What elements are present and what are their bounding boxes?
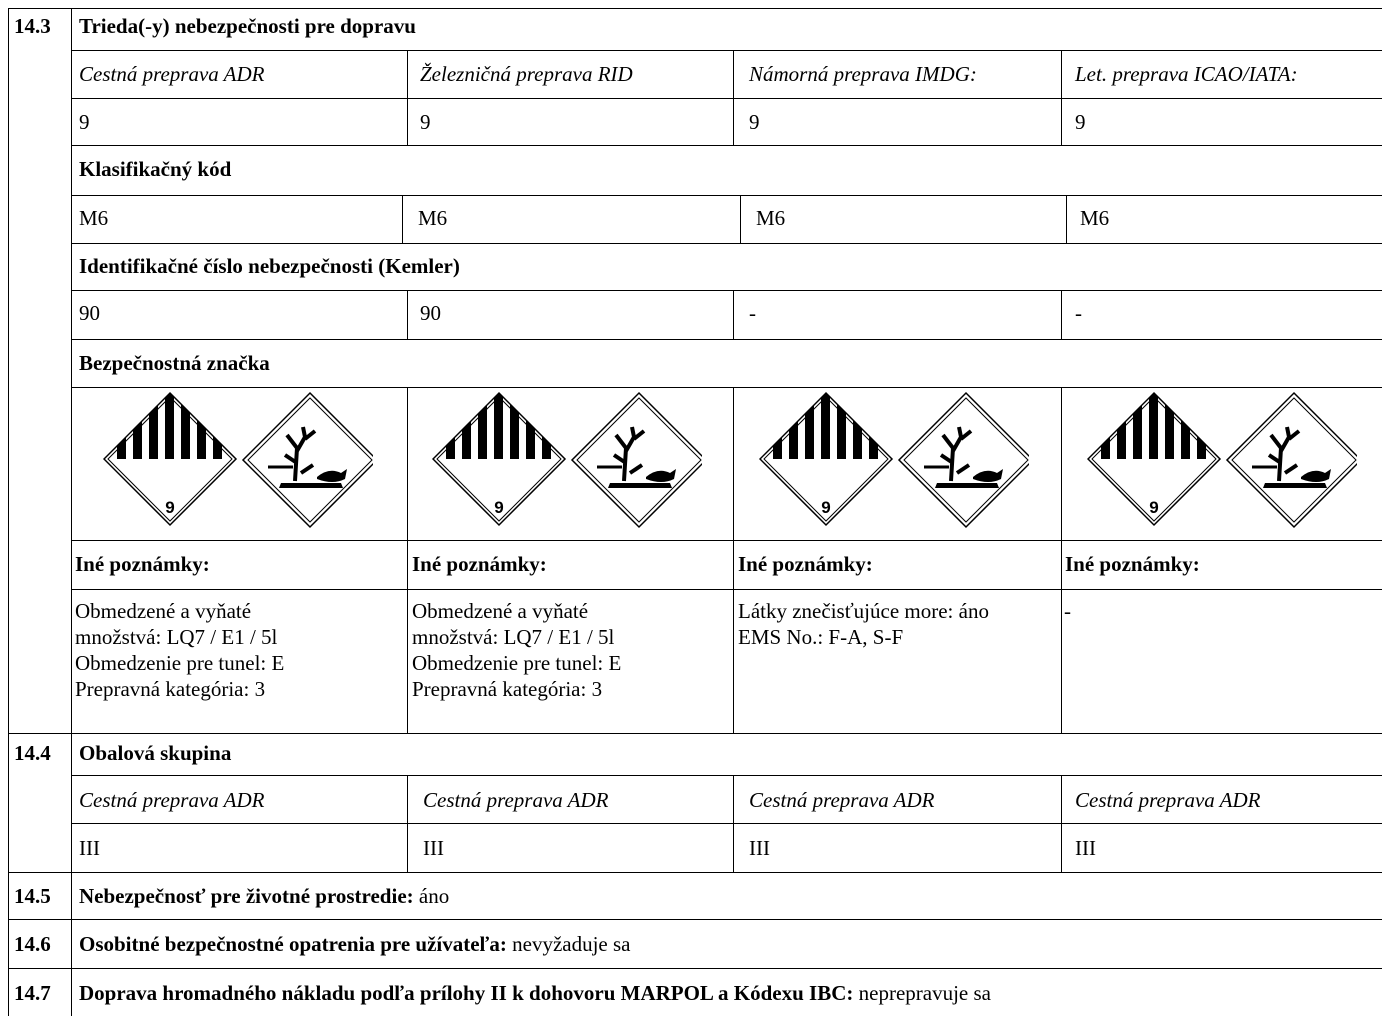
svg-text:9: 9 [1149,498,1159,517]
kemler-rid: 90 [420,301,441,325]
environmental-hazard-icon [572,393,702,527]
notes-adr: Obmedzené a vyňaté množstvá: LQ7 / E1 / 5l Obmedzenie pre tunel: E Prepravná kategória: 3 [75,599,285,701]
classification-code-heading: Klasifikačný kód [79,157,232,181]
notes-heading-imdg: Iné poznámky: [738,552,873,576]
kemler-imdg: - [749,301,756,325]
kemler-heading: Identifikačné číslo nebezpečnosti (Kemler) [79,254,460,278]
mode-icao-iata: Let. preprava ICAO/IATA: [1075,62,1298,86]
class-9-miscellaneous-icon [104,391,236,525]
section-number-14-3: 14.3 [14,14,51,38]
mode-imdg: Námorná preprava IMDG: [749,62,977,86]
number-column-divider [71,8,72,1016]
kemler-icao: - [1075,301,1082,325]
classification-code-icao: M6 [1080,206,1110,230]
special-precautions-row: Osobitné bezpečnostné opatrenia pre užívateľa: nevyžaduje sa [79,932,631,956]
svg-text:9: 9 [821,498,831,517]
section-number-14-7: 14.7 [14,981,51,1005]
section-number-14-4: 14.4 [14,741,51,765]
class-value-adr: 9 [79,110,90,134]
class-value-imdg: 9 [749,110,760,134]
class-9-miscellaneous-icon [760,391,892,525]
classification-code-adr: M6 [79,206,109,230]
class-value-icao: 9 [1075,110,1086,134]
packing-group-2: III [423,836,444,860]
environmental-hazard-row: Nebezpečnosť pre životné prostredie: áno [79,884,450,908]
environmental-hazard-icon [243,393,373,527]
hazard-labels-icao [1087,391,1357,541]
class-value-rid: 9 [420,110,431,134]
section-title-packing-group: Obalová skupina [79,741,232,765]
packing-group-4: III [1075,836,1096,860]
classification-code-imdg: M6 [756,206,786,230]
packing-mode-2: Cestná preprava ADR [423,788,609,812]
svg-text:9: 9 [494,498,504,517]
section-number-14-5: 14.5 [14,884,51,908]
section-number-14-6: 14.6 [14,932,51,956]
hazard-labels-imdg [759,391,1029,541]
bulk-transport-row: Doprava hromadného nákladu podľa prílohy II k dohovoru MARPOL a Kódexu IBC: neprepravuje sa [79,981,991,1005]
section-title-hazard-class: Trieda(-y) nebezpečnosti pre dopravu [79,14,416,38]
hazard-label-heading: Bezpečnostná značka [79,351,270,375]
kemler-adr: 90 [79,301,100,325]
packing-group-3: III [749,836,770,860]
notes-rid: Obmedzené a vyňaté množstvá: LQ7 / E1 / 5l Obmedzenie pre tunel: E Prepravná kategória: 3 [412,599,622,701]
classification-code-rid: M6 [418,206,448,230]
notes-icao: - [1064,599,1071,623]
packing-mode-4: Cestná preprava ADR [1075,788,1261,812]
notes-heading-adr: Iné poznámky: [75,552,210,576]
mode-rid: Železničná preprava RID [420,62,633,86]
table-border-left [8,8,9,1016]
environmental-hazard-icon [1227,393,1357,527]
environmental-hazard-icon [899,393,1029,527]
notes-imdg: Látky znečisťujúce more: áno EMS No.: F-A, S-F [738,599,989,649]
packing-mode-1: Cestná preprava ADR [79,788,265,812]
class-9-miscellaneous-icon [1088,391,1220,525]
packing-mode-3: Cestná preprava ADR [749,788,935,812]
hazard-labels-rid [432,391,702,541]
hazard-labels-adr [103,391,373,541]
table-border-top [8,8,1382,9]
class-9-miscellaneous-icon [433,391,565,525]
packing-group-1: III [79,836,100,860]
svg-text:9: 9 [165,498,175,517]
notes-heading-icao: Iné poznámky: [1065,552,1200,576]
notes-heading-rid: Iné poznámky: [412,552,547,576]
mode-adr: Cestná preprava ADR [79,62,265,86]
